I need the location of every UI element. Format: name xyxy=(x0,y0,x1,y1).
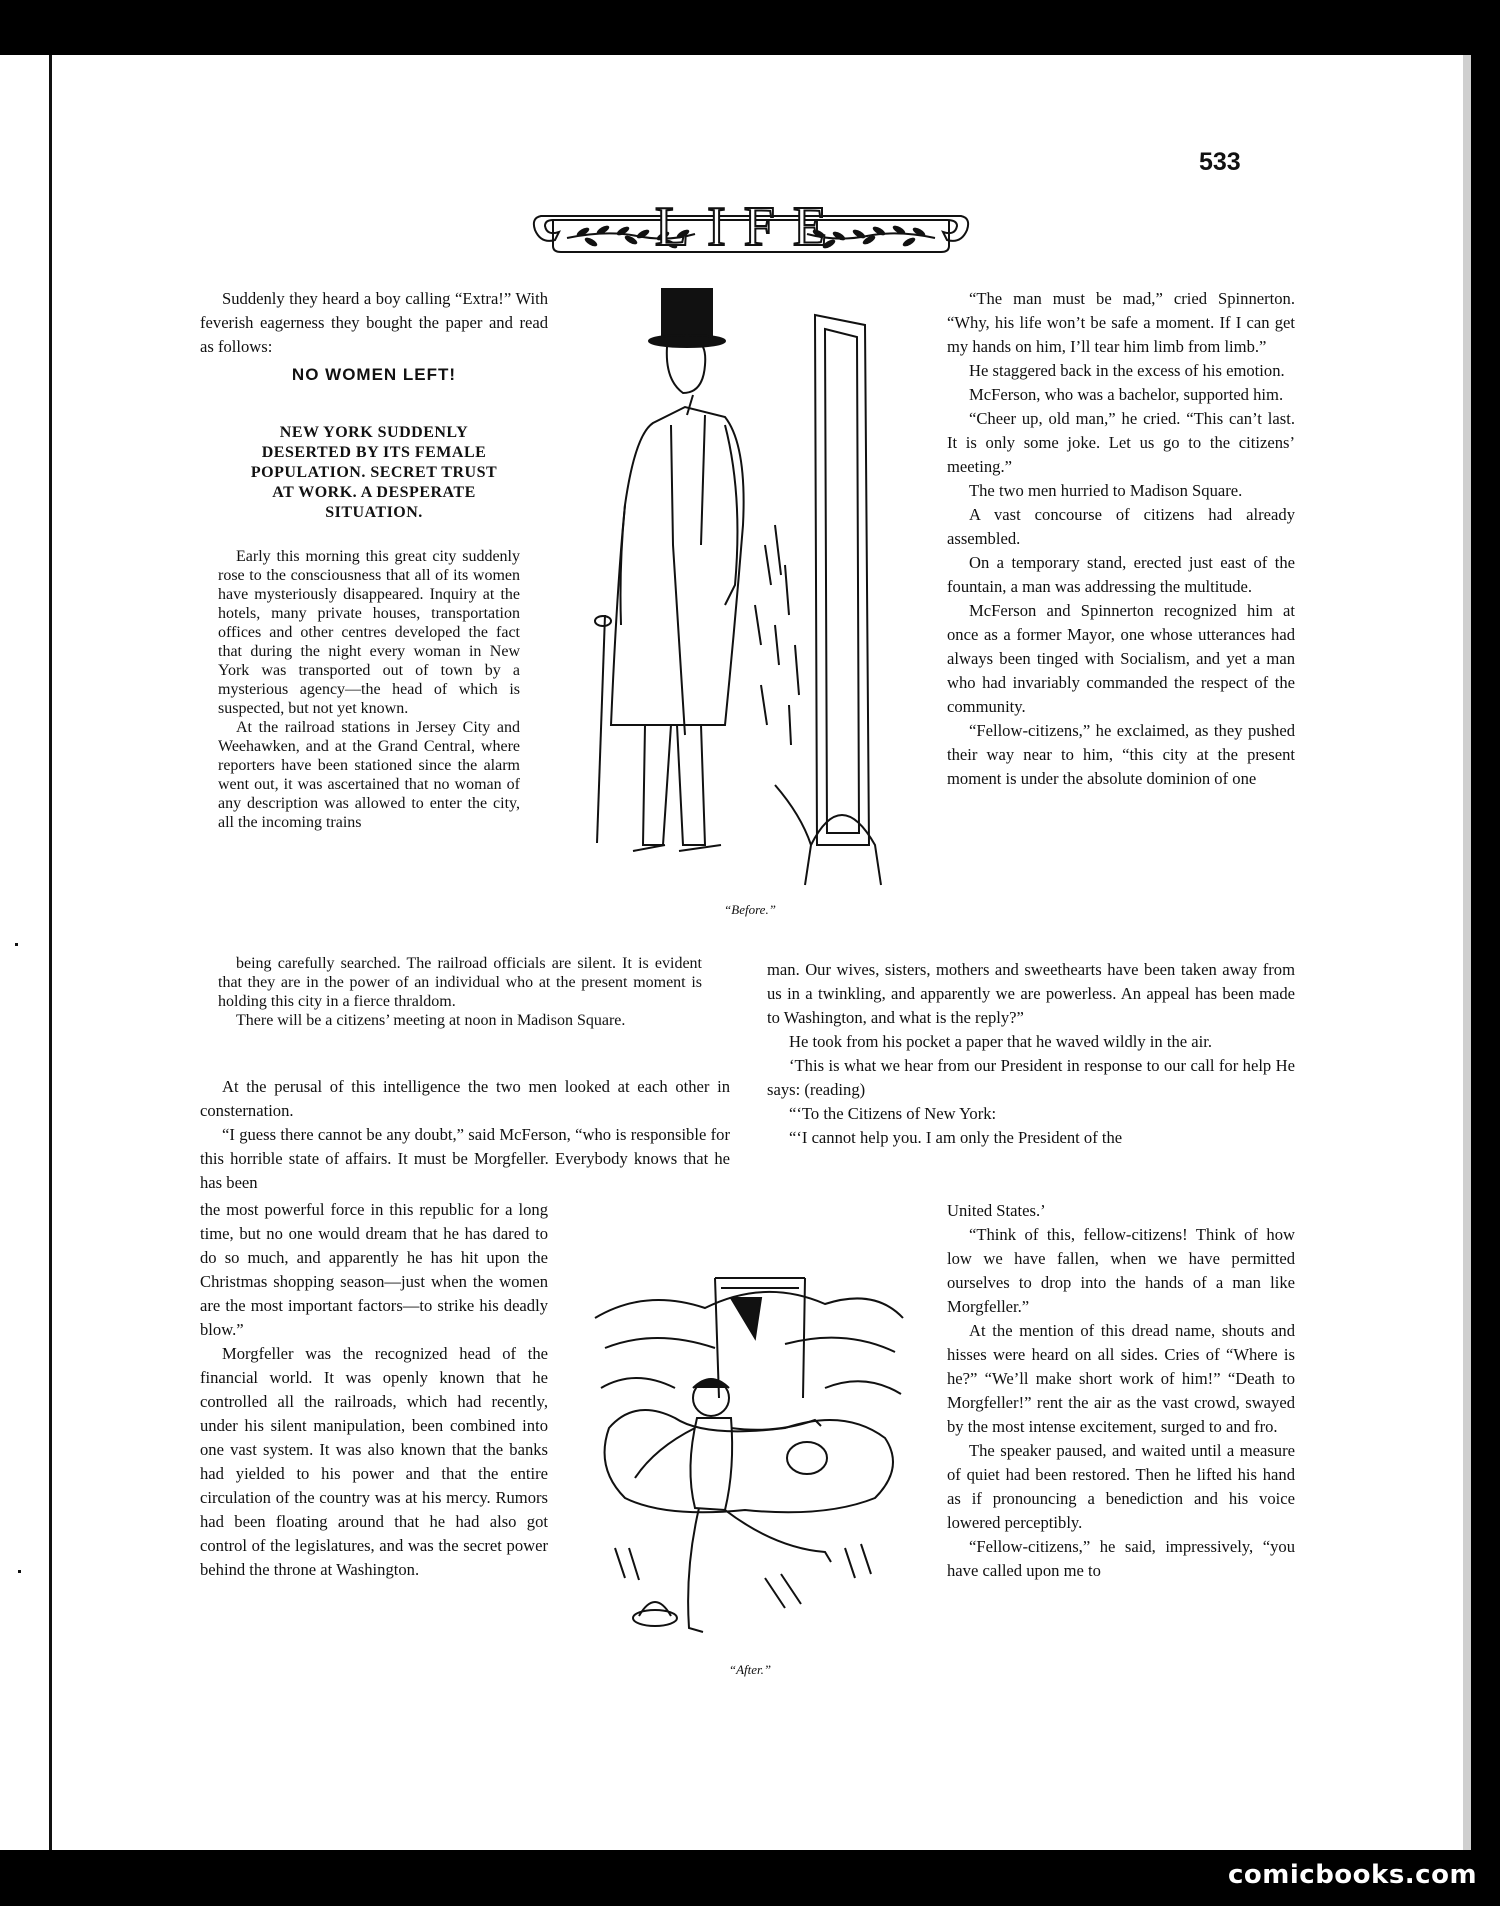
news-subhead-wrap xyxy=(240,423,508,533)
paragraph: “Think of this, fellow-citizens! Think of how low we have fallen, when we have permitted ourselves to drop into the hands of a man like Morgfeller.” xyxy=(947,1225,1295,1316)
column-3-upper xyxy=(947,287,1295,791)
paragraph: At the perusal of this intelligence the two men looked at each other in consternation. xyxy=(200,1077,730,1120)
news-paragraph: At the railroad stations in Jersey City and Weehawken, and at the Grand Central, where reporters have been stationed since the alarm went out, it was ascertained that no woman of any description was allowed to enter the city, all the incoming trains xyxy=(218,719,520,831)
news-paragraph: Early this morning this great city suddenly rose to the consciousness that all of its women have mysteriously disappeared. Inquiry at the hotels, many private houses, transportation offices and other centres developed the fact that during the night every woman in New York was transported out of town by a mysterious agency—the head of which is suspected, but not yet known. xyxy=(218,548,520,717)
column-1-wide xyxy=(200,1075,730,1195)
right-page-edge xyxy=(1463,55,1471,1850)
paragraph: The speaker paused, and waited until a measure of quiet had been restored. Then he lifted his hand as if pronouncing a benediction and his voice lowered perceptibly. xyxy=(947,1441,1295,1532)
paragraph: Morgfeller was the recognized head of the financial world. It was openly known that he controlled all the railroads, which had recently, under his silent manipulation, been combined into one vast system. It was also known that the banks had yielded to his power and that the entire circulation of the country was at his mercy. Rumors had been floating around that he had also got control of the legislatures, and was the secret power behind the throne at Washington. xyxy=(200,1344,548,1579)
stray-mark xyxy=(15,943,18,946)
paragraph: ‘This is what we hear from our President in response to our call for help He says: (reading) xyxy=(767,1056,1295,1099)
paragraph: The two men hurried to Madison Square. xyxy=(969,481,1243,500)
news-headline: NO WOMEN LEFT! xyxy=(291,365,457,384)
paragraph: He took from his pocket a paper that he waved wildly in the air. xyxy=(789,1032,1213,1051)
paragraph: “Fellow-citizens,” he exclaimed, as they pushed their way near to him, “this city at the present moment is under the absolute dominion of one xyxy=(947,721,1295,788)
news-paragraph: There will be a citizens’ meeting at noon in Madison Square. xyxy=(236,1012,626,1029)
column-3-wide xyxy=(767,958,1295,1150)
column-1-lower xyxy=(200,1198,548,1582)
paragraph: the most powerful force in this republic for a long time, but no one would dream that he has dared to do so much, and apparently he has hit upon the Christmas shopping season—just when the women are the most important factors—to strike his deadly blow.” xyxy=(200,1200,548,1339)
paragraph: “I guess there cannot be any doubt,” said McFerson, “who is responsible for this horrible state of affairs. It must be Morgfeller. Everybody knows that he has been xyxy=(200,1125,730,1192)
paragraph: At the mention of this dread name, shouts and hisses were heard on all sides. Cries of “Where is he?” “We’ll make short work of him!” “Death to Morgfeller!” rent the air as the vast crowd, swayed by the most intense excitement, surged to and fro. xyxy=(947,1321,1295,1436)
news-paragraph: being carefully searched. The railroad officials are silent. It is evident that they are in the power of an individual who at the present moment is holding this city in a fierce thraldom. xyxy=(218,955,702,1010)
news-subhead: NEW YORK SUDDENLY DESERTED BY ITS FEMALE POPULATION. SECRET TRUST AT WORK. A DESPERATE SITUATION. xyxy=(250,424,498,521)
masthead-title: LIFE xyxy=(654,196,846,258)
watermark: comicbooks.com xyxy=(1228,1860,1478,1890)
paragraph: McFerson, who was a bachelor, supported him. xyxy=(969,385,1284,404)
before-illustration xyxy=(575,285,915,905)
paragraph: “Fellow-citizens,” he said, impressively, “you have called upon me to xyxy=(947,1537,1295,1580)
paragraph: A vast concourse of citizens had already assembled. xyxy=(947,505,1295,548)
stray-mark xyxy=(18,1570,21,1573)
paragraph: He staggered back in the excess of his emotion. xyxy=(969,361,1285,380)
news-body-upper xyxy=(218,547,520,832)
paragraph: “‘I cannot help you. I am only the President of the xyxy=(789,1128,1123,1147)
intro-paragraph: Suddenly they heard a boy calling “Extra!” With feverish eagerness they bought the paper and read as follows: xyxy=(200,289,548,356)
column-3-lower xyxy=(947,1199,1295,1583)
paragraph: “‘To the Citizens of New York: xyxy=(789,1104,997,1123)
after-caption: “After.” xyxy=(728,1662,772,1677)
after-illustration xyxy=(585,1248,915,1668)
paragraph: “Cheer up, old man,” he cried. “This can’t last. It is only some joke. Let us go to the citizens’ meeting.” xyxy=(947,409,1295,476)
paragraph: man. Our wives, sisters, mothers and sweethearts have been taken away from us in a twinkling, and apparently we are powerless. An appeal has been made to Washington, and what is the reply?” xyxy=(767,960,1295,1027)
news-body-lower xyxy=(218,954,702,1030)
left-page-edge xyxy=(0,55,58,1850)
page-number: 533 xyxy=(1199,148,1241,176)
before-caption: “Before.” xyxy=(724,902,776,917)
paragraph: McFerson and Spinnerton recognized him at once as a former Mayor, one whose utterances had always been tinged with Socialism, and yet a man who had invariably commanded the respect of the community. xyxy=(947,601,1295,716)
paragraph: United States.’ xyxy=(947,1201,1046,1220)
paragraph: “The man must be mad,” cried Spinnerton. “Why, his life won’t be safe a moment. If I can get my hands on him, I’ll tear him limb from limb.” xyxy=(947,289,1295,356)
paragraph: On a temporary stand, erected just east of the fountain, a man was addressing the multitude. xyxy=(947,553,1295,596)
column-1-upper xyxy=(200,287,548,521)
